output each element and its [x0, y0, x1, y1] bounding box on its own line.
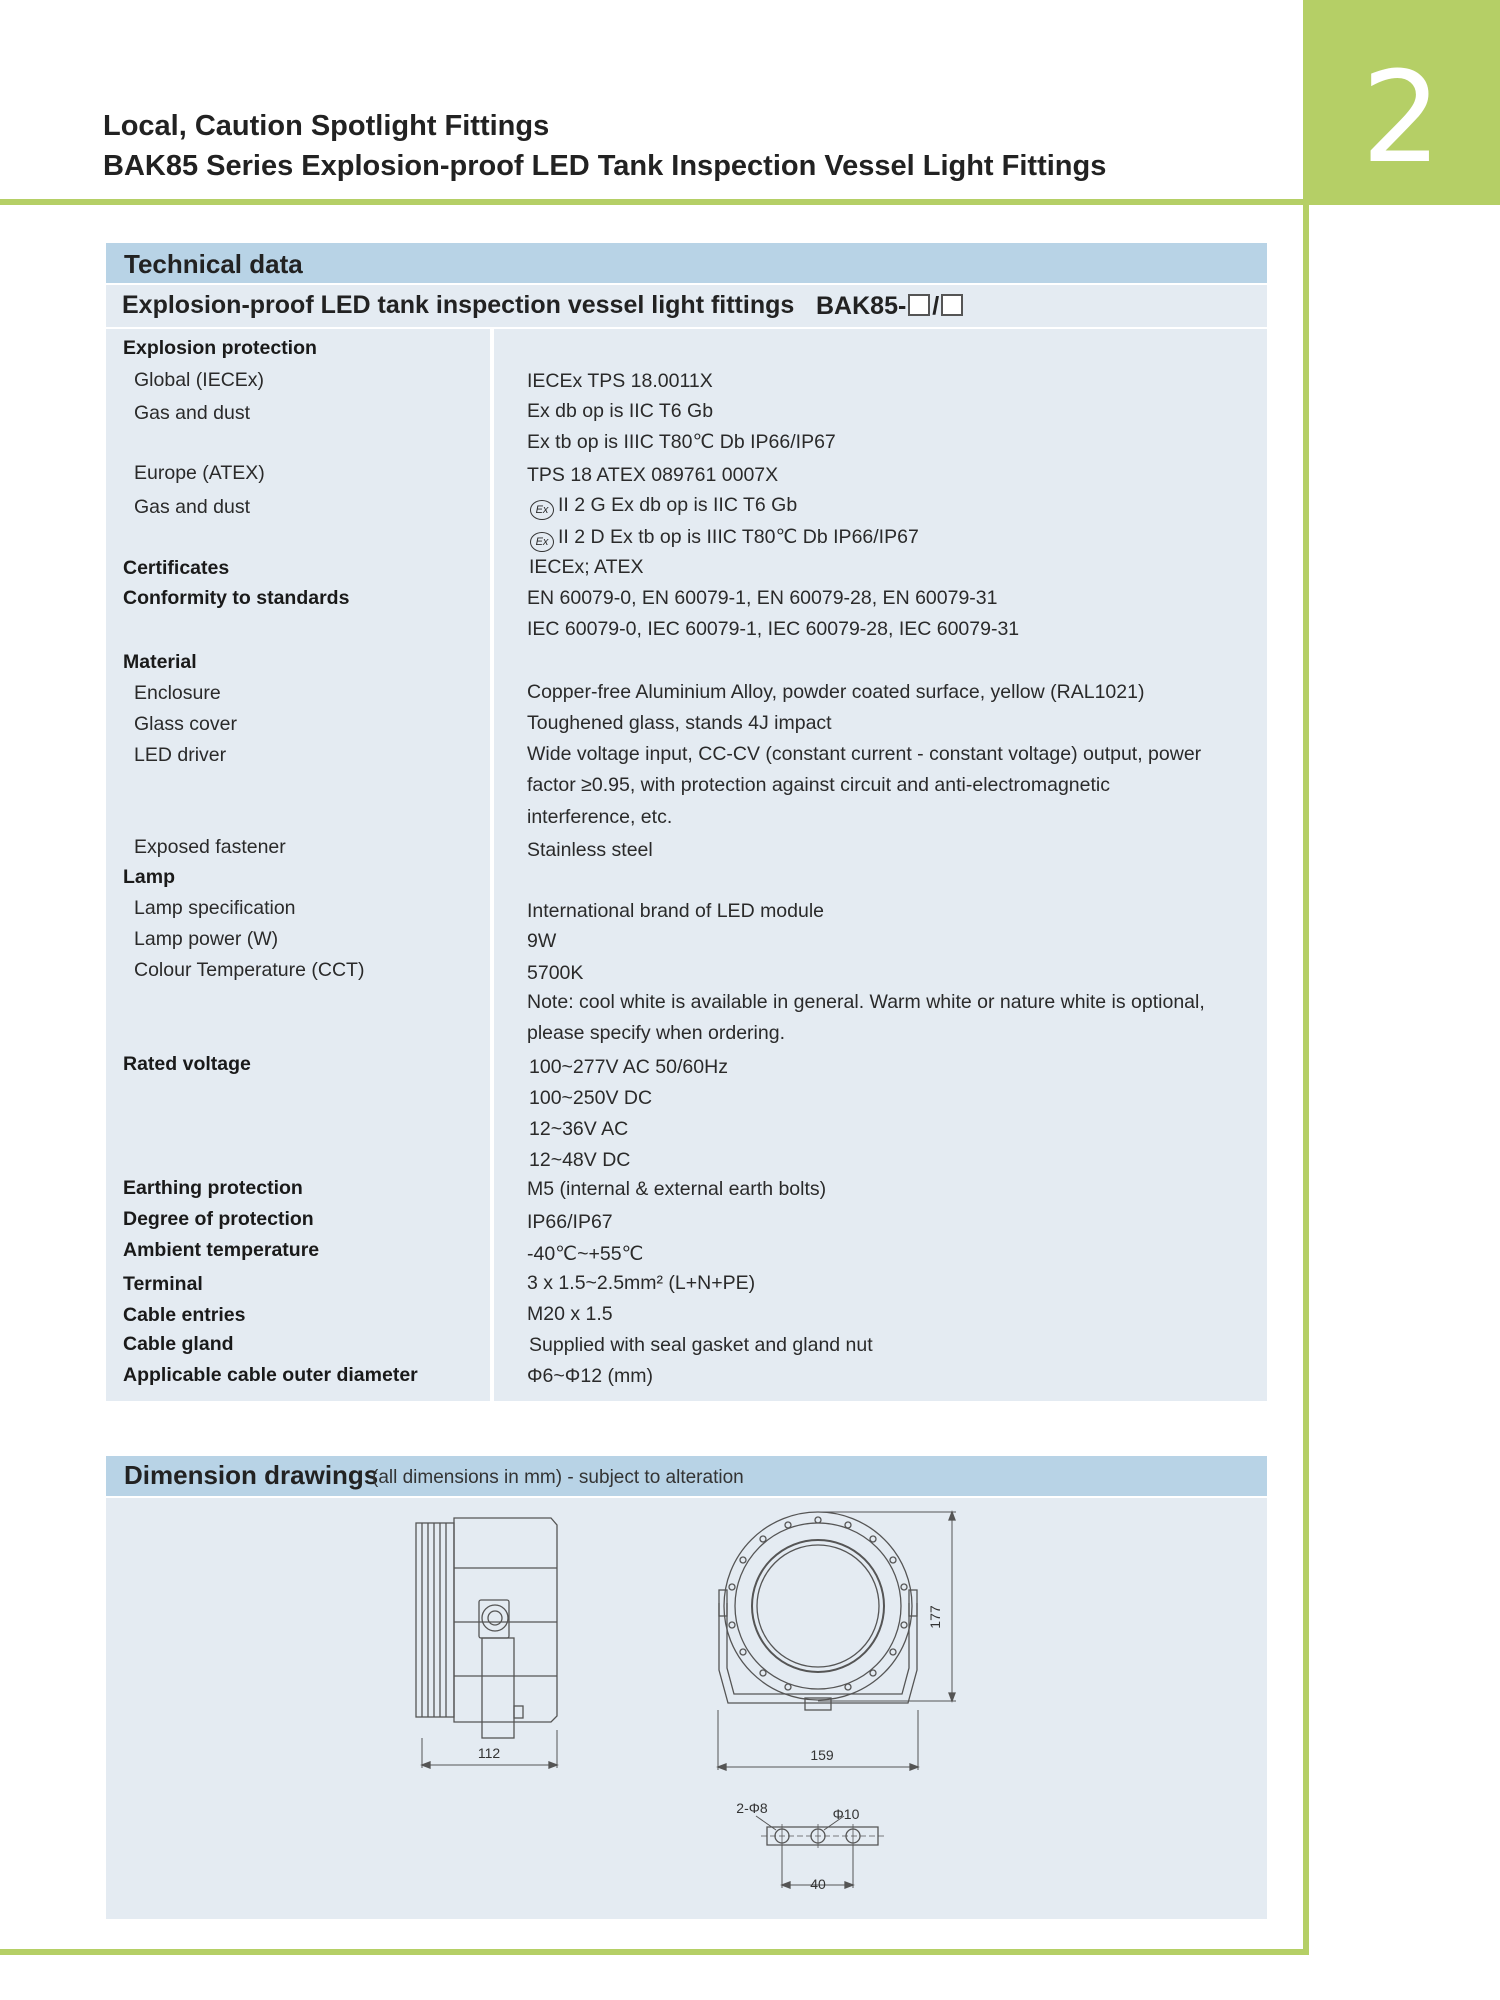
product-subheader	[106, 285, 1267, 327]
label-lamp-power: Lamp power (W)	[134, 928, 279, 950]
value-certificates: IECEx; ATEX	[529, 556, 644, 578]
technical-data-header	[106, 243, 1267, 283]
ex-mark-icon: Ex	[530, 500, 554, 520]
value-lamp-spec: International brand of LED module	[527, 900, 825, 922]
dimension-drawings-header	[106, 1456, 1267, 1496]
value-glass-cover: Toughened glass, stands 4J impact	[527, 712, 832, 734]
label-cable-entries: Cable entries	[123, 1304, 246, 1326]
category-title: Local, Caution Spotlight Fittings	[103, 110, 550, 142]
side-view-bracket	[482, 1638, 514, 1738]
dim-bracket-center-hole: Φ10	[832, 1806, 860, 1822]
top-divider	[0, 199, 1310, 205]
value-cct: 5700K	[527, 962, 584, 984]
value-atex-cert: TPS 18 ATEX 089761 0007X	[527, 464, 779, 486]
dimension-drawings-title: Dimension drawings	[124, 1460, 379, 1490]
label-glass-cover: Glass cover	[134, 713, 237, 735]
label-cable-diameter: Applicable cable outer diameter	[123, 1364, 418, 1386]
label-gas-dust: Gas and dust	[134, 496, 250, 518]
value-lamp-power: 9W	[527, 930, 557, 952]
label-conformity: Conformity to standards	[123, 587, 350, 609]
dim-bracket-spacing: 40	[810, 1876, 826, 1892]
page-number: 2	[1361, 44, 1442, 191]
model-code: BAK85- /	[816, 292, 965, 321]
label-certificates: Certificates	[123, 557, 230, 579]
value-led-driver-2: factor ≥0.95, with protection against circuit and anti-electromagnetic	[527, 774, 1111, 796]
dim-bracket-holes: 2-Φ8	[736, 1800, 768, 1816]
value-iecex-dust: Ex tb op is IIIC T80℃ Db IP66/IP67	[527, 431, 836, 453]
value-en-standards: EN 60079-0, EN 60079-1, EN 60079-28, EN 60079-31	[527, 587, 998, 609]
right-divider	[1303, 199, 1309, 1954]
model-option-box	[941, 294, 963, 316]
value-cct-note-1: Note: cool white is available in general. Warm white or nature white is optional,	[527, 991, 1205, 1013]
label-cable-gland: Cable gland	[123, 1333, 234, 1355]
label-lamp-spec: Lamp specification	[134, 897, 296, 919]
front-view-glass	[752, 1540, 884, 1672]
value-atex-gas: Ex II 2 G Ex db op is IIC T6 Gb	[530, 494, 797, 520]
dim-front-width: 159	[810, 1747, 834, 1763]
value-atex-dust: Ex II 2 D Ex tb op is IIIC T80℃ Db IP66/IP67	[530, 525, 919, 552]
value-terminal: 3 x 1.5~2.5mm² (L+N+PE)	[527, 1272, 756, 1294]
label-rated-voltage: Rated voltage	[123, 1053, 251, 1075]
value-voltage-4: 12~48V DC	[529, 1149, 631, 1171]
label-europe: Europe (ATEX)	[134, 462, 265, 484]
value-degree: IP66/IP67	[527, 1211, 613, 1233]
value-iecex-gas: Ex db op is IIC T6 Gb	[527, 400, 714, 422]
value-enclosure: Copper-free Aluminium Alloy, powder coated surface, yellow (RAL1021)	[527, 681, 1145, 703]
technical-data-title: Technical data	[124, 249, 303, 279]
value-voltage-2: 100~250V DC	[529, 1087, 653, 1109]
label-explosion-protection: Explosion protection	[123, 337, 317, 359]
value-cable-diameter: Φ6~Φ12 (mm)	[527, 1365, 653, 1387]
front-view-drawing	[718, 1512, 956, 1770]
dimension-drawings	[106, 1498, 1267, 1919]
label-led-driver: LED driver	[134, 744, 227, 766]
value-iec-standards: IEC 60079-0, IEC 60079-1, IEC 60079-28, IEC 60079-31	[527, 618, 1020, 640]
side-view-drawing	[416, 1518, 557, 1768]
value-led-driver-1: Wide voltage input, CC-CV (constant current - constant voltage) output, power	[527, 743, 1202, 765]
label-terminal: Terminal	[123, 1273, 203, 1295]
label-cct: Colour Temperature (CCT)	[134, 959, 365, 981]
value-voltage-1: 100~277V AC 50/60Hz	[529, 1056, 728, 1078]
value-cable-gland: Supplied with seal gasket and gland nut	[529, 1334, 873, 1356]
label-lamp: Lamp	[123, 866, 176, 888]
label-earthing: Earthing protection	[123, 1177, 303, 1199]
bottom-divider	[0, 1949, 1309, 1955]
dimension-drawings-note: (all dimensions in mm) - subject to alteration	[372, 1467, 744, 1488]
bracket-pivot-circle	[482, 1605, 508, 1631]
front-view-bracket	[727, 1603, 909, 1694]
label-gas-dust: Gas and dust	[134, 402, 250, 424]
ex-mark-icon: Ex	[530, 532, 554, 552]
side-view-body	[454, 1518, 557, 1722]
product-subtitle: Explosion-proof LED tank inspection vessel light fittings	[122, 291, 795, 319]
label-ambient: Ambient temperature	[123, 1239, 320, 1261]
label-enclosure: Enclosure	[134, 682, 221, 704]
product-title: BAK85 Series Explosion-proof LED Tank Inspection Vessel Light Fittings	[103, 150, 1107, 182]
value-exposed-fastener: Stainless steel	[527, 839, 653, 861]
label-material: Material	[123, 651, 197, 673]
value-ambient: -40℃~+55℃	[527, 1243, 644, 1265]
label-exposed-fastener: Exposed fastener	[134, 836, 286, 858]
label-degree: Degree of protection	[123, 1208, 314, 1230]
value-cct-note-2: please specify when ordering.	[527, 1022, 785, 1044]
spec-values-column	[494, 329, 1267, 1401]
value-cable-entries: M20 x 1.5	[527, 1303, 613, 1325]
dim-side-width: 112	[477, 1745, 501, 1761]
label-global: Global (IECEx)	[134, 369, 265, 391]
value-voltage-3: 12~36V AC	[529, 1118, 629, 1140]
value-led-driver-3: interference, etc.	[527, 806, 673, 828]
value-iecex-cert: IECEx TPS 18.0011X	[527, 370, 713, 392]
value-earthing: M5 (internal & external earth bolts)	[527, 1178, 827, 1200]
model-option-box	[908, 294, 930, 316]
dim-front-height: 177	[927, 1605, 943, 1629]
